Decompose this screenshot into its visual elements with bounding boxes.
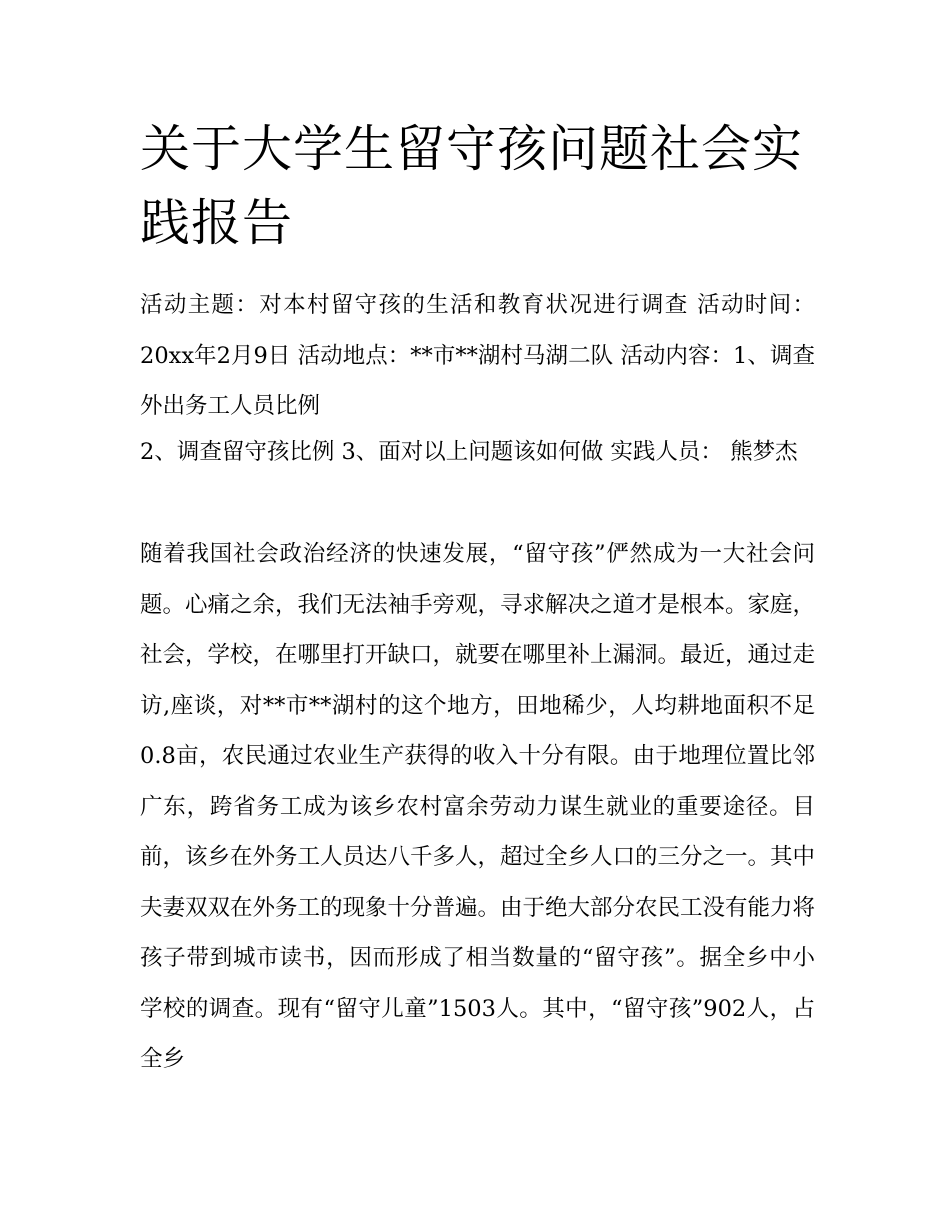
body-paragraph: 随着我国社会政治经济的快速发展，“留守孩”俨然成为一大社会问题。心痛之余，我们无法袖手旁观，寻求解决之道才是根本。家庭，社会，学校，在哪里打开缺口，就要在哪里补上漏洞。最近，通过走访,座谈，对**市**湖村的这个地方，田地稀少，人均耕地面积不足0.8亩，农民通过农业生产获得的收入十分有限。由于地理位置比邻广东，跨省务工成为该乡农村富余劳动力谋生就业的重要途径。目前，该乡在外务工人员达八千多人，超过全乡人口的三分之一。其中夫妻双双在外务工的现象十分普遍。由于绝大部分农民工没有能力将孩子带到城市读书，因而形成了相当数量的“留守孩”。据全乡中小学校的调查。现有“留守儿童”1503人。其中，“留守孩”902人，占全乡 xyxy=(140,541,816,1072)
document-title: 关于大学生留守孩问题社会实践报告 xyxy=(140,120,803,252)
activity-details-paragraph: 2、调查留守孩比例 3、面对以上问题该如何做 实践人员： 熊梦杰 xyxy=(140,439,798,465)
activity-info-paragraph: 活动主题：对本村留守孩的生活和教育状况进行调查 活动时间：20xx年2月9日 活动地点：**市**湖村马湖二队 活动内容：1、调查外出务工人员比例 xyxy=(140,292,815,419)
